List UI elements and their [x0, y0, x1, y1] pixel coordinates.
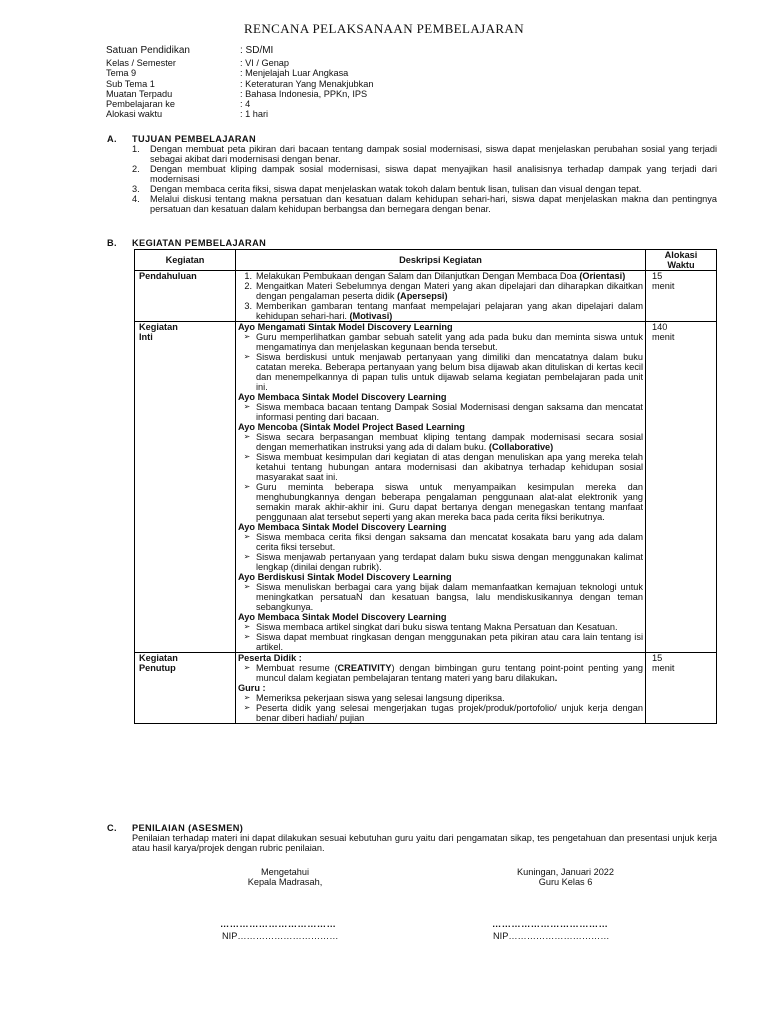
- table-row-pendahuluan: [135, 271, 717, 322]
- phase-label: Penutup: [139, 663, 176, 673]
- duration-value: 15: [652, 271, 663, 281]
- list-item: [238, 703, 643, 723]
- item-text: Mengaitkan Materi Sebelumnya dengan Materi yang akan dipelajari dan diharapkan dikaitkan dengan pengalaman peserta didik: [256, 281, 643, 301]
- duration-cell: [646, 322, 717, 653]
- phase-cell: [135, 653, 236, 724]
- arrow-bullet-icon: ➢: [243, 582, 251, 591]
- section-title: TUJUAN PEMBELAJARAN: [132, 134, 256, 144]
- assessment-text: Penilaian terhadap materi ini dapat dilakukan sesuai kebutuhan guru yaitu dari pengamatan sikap, tes pengetahuan dan presentasi unjuk kerja atau hasil karya/projek dengan rubric penilaian.: [132, 833, 717, 853]
- item-number: 3.: [244, 301, 252, 311]
- identity-label: Tema 9: [106, 68, 137, 79]
- document-title: RENCANA PELAKSANAAN PEMBELAJARAN: [243, 21, 525, 36]
- item-number: 2.: [132, 164, 140, 174]
- table-row-inti: [135, 322, 717, 653]
- signature-right: [478, 867, 653, 887]
- phase-cell: [135, 322, 236, 653]
- section-letter: B.: [107, 238, 117, 248]
- list-item: [238, 622, 643, 632]
- list-item: [132, 194, 717, 214]
- section-a-heading: [107, 134, 256, 144]
- phase-label: Kegiatan: [139, 653, 178, 663]
- arrow-bullet-icon: ➢: [243, 432, 251, 441]
- signature-line-right: ………………………………: [492, 919, 609, 929]
- item-text: Siswa membuat kesimpulan dari kegiatan di atas dengan menuliskan apa yang mereka telah ketahui tentang hubungan antara modernisasi dan akibatnya terhadap kehidupan sosial masyarakat saat ini.: [256, 452, 643, 482]
- list-item: [238, 552, 643, 572]
- list-item: [238, 582, 643, 612]
- activity-heading: Peserta Didik :: [238, 653, 302, 663]
- list-item: [238, 332, 643, 352]
- list-item: [238, 352, 643, 392]
- header-alokasi-line2: Waktu: [667, 260, 695, 270]
- list-item: [238, 432, 643, 452]
- identity-row: [106, 58, 373, 68]
- item-text: Dengan membuat peta pikiran dari bacaan tentang dampak sosial modernisasi, siswa dapat menjelaskan perubahan sosial yang terjadi sebagai akibat dari modernisasi dengan benar.: [150, 144, 717, 164]
- arrow-bullet-icon: ➢: [243, 703, 251, 712]
- item-tag: (Collaborative): [488, 442, 554, 452]
- identity-value: : 4: [240, 99, 251, 110]
- description-cell: [236, 271, 646, 322]
- header-kegiatan: Kegiatan: [135, 250, 236, 271]
- list-item: [238, 281, 643, 301]
- duration-unit: menit: [652, 281, 675, 291]
- activity-heading: Ayo Membaca Sintak Model Discovery Learning: [238, 522, 447, 532]
- nip-right: NIP……………………………: [493, 931, 610, 941]
- list-item: [238, 301, 643, 321]
- identity-label: Muatan Terpadu: [106, 88, 173, 99]
- list-item: [238, 452, 643, 482]
- item-text: Dengan membuat kliping dampak sosial modernisasi, siswa dapat menyajikan hasil analisisnya terhadap dampak yang terjadi dari modernisasi: [150, 164, 717, 184]
- item-text: Siswa membaca artikel singkat dari buku siswa tentang Makna Persatuan dan Kesatuan.: [256, 622, 618, 632]
- arrow-bullet-icon: ➢: [243, 663, 251, 672]
- identity-value: : Bahasa Indonesia, PPKn, IPS: [240, 88, 368, 99]
- identity-row: [106, 46, 373, 58]
- activity-heading: Ayo Membaca Sintak Model Discovery Learning: [238, 392, 447, 402]
- header-alokasi: [646, 250, 717, 271]
- item-text: Siswa menjawab pertanyaan yang terdapat dalam buku siswa dengan menggunakan kalimat lengkap (dinilai dengan rubrik).: [256, 552, 643, 572]
- item-number: 1.: [132, 144, 140, 154]
- item-number: 3.: [132, 184, 140, 194]
- activity-heading: Ayo Mengamati Sintak Model Discovery Learning: [238, 322, 453, 332]
- identity-row: [106, 109, 373, 119]
- duration-unit: menit: [652, 663, 675, 673]
- duration-value: 15: [652, 653, 663, 663]
- list-item: [132, 164, 717, 184]
- activity-heading: Guru :: [238, 683, 266, 693]
- item-text: Melakukan Pembukaan dengan Salam dan Dilanjutkan Dengan Membaca Doa: [256, 271, 577, 281]
- phase-label: Kegiatan: [139, 322, 178, 332]
- signature-role: Kepala Madrasah,: [247, 877, 323, 887]
- header-alokasi-line1: Alokasi: [664, 250, 698, 260]
- identity-row: [106, 79, 373, 89]
- list-item: [238, 402, 643, 422]
- item-text: Dengan membaca cerita fiksi, siswa dapat menjelaskan watak tokoh dalam bentuk lisan, tulisan dan visual dengan tepat.: [150, 184, 642, 194]
- activity-heading: Ayo Mencoba (Sintak Model Project Based Learning: [238, 422, 465, 432]
- identity-row: [106, 68, 373, 78]
- item-text: Siswa berdiskusi untuk menjawab pertanyaan yang dimiliki dan mencatatnya dalam buku catatan mereka. Beberapa pertanyaan yang belum bisa dijawab akan dituliskan di kertas kecil dan menempelkannya di papan tulis untuk dijawab selama kegiatan pembelajaran pada unit ini.: [256, 352, 643, 392]
- header-deskripsi: Deskripsi Kegiatan: [236, 250, 646, 271]
- item-number: 4.: [132, 194, 140, 204]
- list-item: [238, 482, 643, 522]
- section-title: PENILAIAN (ASESMEN): [132, 823, 244, 833]
- identity-label: Kelas / Semester: [106, 58, 176, 68]
- item-tag: (Apersepsi): [397, 291, 448, 301]
- arrow-bullet-icon: ➢: [243, 552, 251, 561]
- signature-role: Guru Kelas 6: [538, 877, 593, 887]
- item-text: Melalui diskusi tentang makna persatuan dan kesatuan dalam kehidupan sehari-hari, siswa dapat menjelaskan makna dan pentingnya persatuan dan kesatuan dalam kehidupan berbangsa dan bernegara dengan benar.: [150, 194, 717, 214]
- item-text: Membuat resume (: [256, 663, 338, 673]
- signature-left: [215, 867, 355, 887]
- section-title: KEGIATAN PEMBELAJARAN: [132, 238, 267, 248]
- item-text: Memeriksa pekerjaan siswa yang selesai langsung diperiksa.: [256, 693, 505, 703]
- item-text: Siswa membaca bacaan tentang Dampak Sosial Modernisasi dengan saksama dan mencatat informasi penting dari bacaan.: [256, 402, 643, 422]
- list-item: [238, 532, 643, 552]
- duration-cell: [646, 653, 717, 724]
- identity-label: Satuan Pendidikan: [106, 45, 190, 56]
- signature-caption: Mengetahui: [260, 867, 309, 877]
- table-header-row: [135, 250, 717, 271]
- identity-value: : Menjelajah Luar Angkasa: [240, 68, 349, 79]
- identity-value: : 1 hari: [240, 109, 269, 120]
- list-item: [238, 693, 643, 703]
- arrow-bullet-icon: ➢: [243, 693, 251, 702]
- arrow-bullet-icon: ➢: [243, 332, 251, 341]
- identity-row: [106, 89, 373, 99]
- arrow-bullet-icon: ➢: [243, 532, 251, 541]
- section-letter: A.: [107, 134, 117, 144]
- identity-value: : Keteraturan Yang Menakjubkan: [240, 78, 374, 89]
- identity-value: : VI / Genap: [240, 58, 290, 68]
- arrow-bullet-icon: ➢: [243, 632, 251, 641]
- arrow-bullet-icon: ➢: [243, 452, 251, 461]
- item-text: Siswa secara berpasangan membuat kliping tentang dampak modernisasi secara sosial dengan memerhatikan instruksi yang ada di dalam buku.: [256, 432, 643, 452]
- identity-label: Alokasi waktu: [106, 109, 163, 120]
- activity-heading: Ayo Berdiskusi Sintak Model Discovery Learning: [238, 572, 452, 582]
- item-text: Guru memperlihatkan gambar sebuah satelit yang ada pada buku dan meminta siswa untuk mengamatinya dan menjelaskan kegunaan benda tersebut.: [256, 332, 643, 352]
- list-item: [132, 144, 717, 164]
- phase-label: Inti: [139, 332, 153, 342]
- item-text: Guru meminta beberapa siswa untuk menyampaikan kesimpulan mereka dan menghubungkannya dengan beberapa pengalaman penggunaan alat-alat elektronik yang semakin marak akhir-akhir ini. Guru dapat bertanya dengan menegaskan tentang manfaat penggunaan alat tersebut seperti yang akan mereka baca pada cerita fiksi berikutnya.: [256, 482, 643, 522]
- arrow-bullet-icon: ➢: [243, 622, 251, 631]
- item-tag: CREATIVITY: [337, 663, 392, 673]
- table-row-penutup: [135, 653, 717, 724]
- duration-value: 140: [652, 322, 668, 332]
- arrow-bullet-icon: ➢: [243, 482, 251, 491]
- item-number: 2.: [244, 281, 252, 291]
- duration-unit: menit: [652, 332, 675, 342]
- identity-value: : SD/MI: [240, 45, 274, 56]
- objectives-list: [132, 144, 717, 214]
- list-item: [238, 632, 643, 652]
- section-b-heading: [107, 238, 266, 248]
- item-end: .: [554, 673, 558, 683]
- arrow-bullet-icon: ➢: [243, 352, 251, 361]
- phase-cell: [135, 271, 236, 322]
- item-text: ) dengan bimbingan guru tentang point-point penting yang muncul dalam kegiatan pembelajaran tentang materi yang baru dilakukan: [256, 663, 643, 683]
- item-number: 1.: [244, 271, 252, 281]
- signature-line-left: ………………………………: [220, 919, 337, 929]
- description-cell: [236, 322, 646, 653]
- identity-block: [106, 46, 373, 120]
- signature-place-date: Kuningan, Januari 2022: [516, 867, 615, 877]
- section-letter: C.: [107, 823, 117, 833]
- item-text: Memberikan gambaran tentang manfaat mempelajari pelajaran yang akan dipelajari dalam kehidupan sehari-hari.: [256, 301, 643, 321]
- arrow-bullet-icon: ➢: [243, 402, 251, 411]
- phase-label: Pendahuluan: [139, 271, 197, 281]
- item-tag: (Motivasi): [349, 311, 393, 321]
- nip-left: NIP……………………………: [222, 931, 339, 941]
- identity-label: Pembelajaran ke: [106, 99, 175, 110]
- section-c-heading: [107, 823, 243, 833]
- identity-label: Sub Tema 1: [106, 78, 155, 89]
- item-text: Peserta didik yang selesai mengerjakan tugas projek/produk/portofolio/ unjuk kerja dengan benar diberi hadiah/ pujian: [256, 703, 643, 723]
- list-item: [238, 271, 643, 281]
- item-text: Siswa menuliskan berbagai cara yang bijak dalam memanfaatkan kemajuan teknologi untuk meningkatkan persatuaN dan kesatuan bangsa, lalu mendiskusikannya dengan teman sebangkunya.: [256, 582, 643, 612]
- item-text: Siswa dapat membuat ringkasan dengan menggunakan peta pikiran atau cara lain tentang isi artikel.: [256, 632, 643, 652]
- description-cell: [236, 653, 646, 724]
- duration-cell: [646, 271, 717, 322]
- item-text: Siswa membaca cerita fiksi dengan saksama dan mencatat kosakata baru yang ada dalam cerita fiksi tersebut.: [256, 532, 643, 552]
- activities-table: [134, 249, 717, 724]
- item-tag: (Orientasi): [579, 271, 626, 281]
- list-item: [238, 663, 643, 683]
- list-item: [132, 184, 717, 194]
- activity-heading: Ayo Membaca Sintak Model Discovery Learning: [238, 612, 447, 622]
- identity-row: [106, 99, 373, 109]
